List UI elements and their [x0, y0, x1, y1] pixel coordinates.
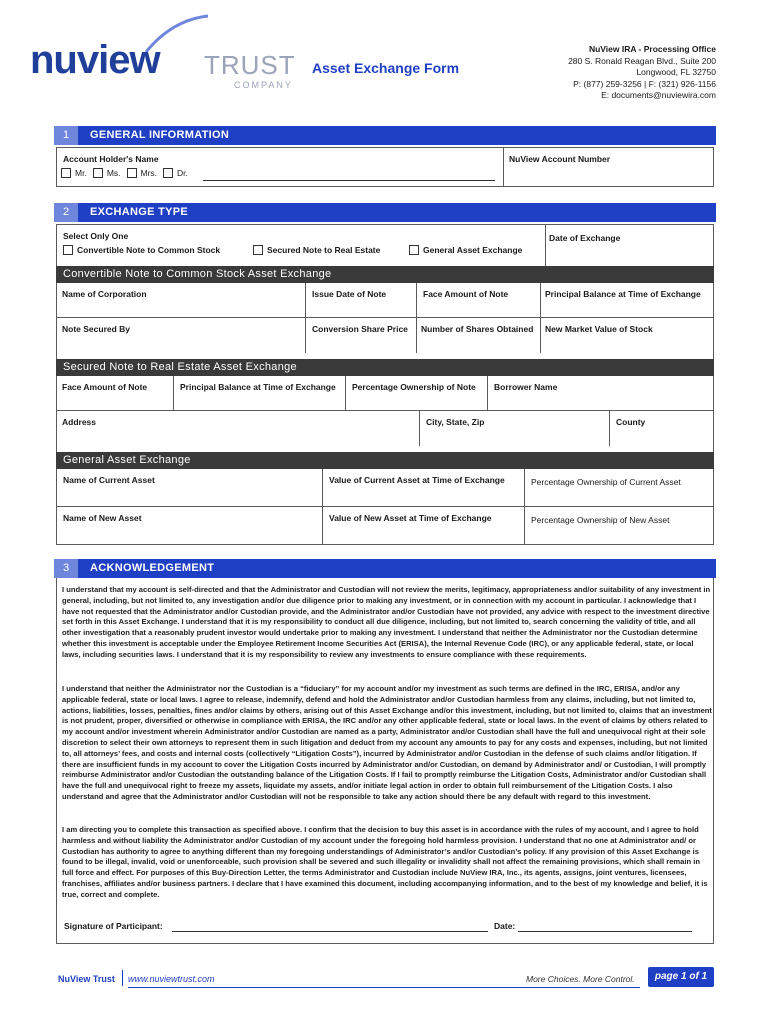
- field-address[interactable]: Address: [56, 411, 420, 446]
- divider: [503, 148, 504, 186]
- date-field[interactable]: [518, 931, 692, 932]
- footer-rule: [128, 987, 640, 988]
- field-principal-balance-secured[interactable]: Principal Balance at Time of Exchange: [174, 376, 346, 411]
- salutation-group: [61, 168, 188, 178]
- field-name-new-asset[interactable]: Name of New Asset: [57, 507, 323, 544]
- footer-brand: NuView Trust: [58, 974, 115, 984]
- account-holder-name-field[interactable]: [203, 180, 495, 181]
- checkbox[interactable]: [163, 168, 173, 178]
- section-3-header: [54, 559, 716, 578]
- field-face-amount-of-note[interactable]: Face Amount of Note: [417, 283, 541, 318]
- field-face-amount[interactable]: Face Amount of Note: [56, 376, 174, 411]
- field-percentage-current-asset[interactable]: Percentage Ownership of Current Asset: [525, 469, 713, 507]
- section-number: 3: [54, 559, 78, 578]
- checkbox[interactable]: [127, 168, 137, 178]
- section-1-header: [54, 126, 716, 145]
- office-line: 280 S. Ronald Reagan Blvd., Suite 200: [568, 55, 716, 66]
- field-name-of-corporation[interactable]: Name of Corporation: [56, 283, 306, 318]
- logo-wordmark: nuview: [30, 38, 160, 82]
- checkbox[interactable]: [409, 245, 419, 255]
- checkbox[interactable]: [63, 245, 73, 255]
- section-title: ACKNOWLEDGEMENT: [90, 562, 215, 574]
- general-subheader: General Asset Exchange: [56, 452, 714, 469]
- logo-company: COMPANY: [234, 80, 293, 90]
- office-address: [568, 44, 716, 102]
- checkbox[interactable]: [253, 245, 263, 255]
- field-conversion-share-price[interactable]: Conversion Share Price: [306, 318, 417, 353]
- field-percentage-ownership-note[interactable]: Percentage Ownership of Note: [346, 376, 488, 411]
- footer-separator: [122, 970, 123, 986]
- salutation-ms[interactable]: Ms.: [93, 168, 121, 178]
- office-title: NuView IRA - Processing Office: [588, 44, 716, 54]
- logo-trust: TRUST: [204, 50, 296, 80]
- date-label: Date:: [494, 921, 516, 931]
- acknowledgement-paragraph-2: I understand that neither the Administrator nor the Custodian is a “fiduciary” for my account and/or my investment as such terms are defined in the IRC, ERISA, and/or any applicable federal, state or local laws. I agree to release, indemnify, defend and hold the Administrator and/or Custodian harmless from any claims, including, but not limited to, actions, liabilities, losses, penalties, fines and/or claims by others, arising out of this Asset Exchange and/or this investment, including, but not limited to, claims that an investment is not prudent, proper, diversified or otherwise in compliance with ERISA, the IRC and/or any other applicable federal, state or local laws. In the event of claims by others related to my account and/or investment wherein Administrator and/or Custodian are named as a party, Administrator and/or Custodian shall have the full and unequivocal right at their sole discretion to select their own attorneys to represent them in such litigation and deduct from my account any amounts to pay for any costs and expenses, including, but not limited to, all attorneys’ fees, and costs and internal costs (collectively “Litigation Costs”), incurred by Administrator and/or Custodian in the defense of such claims and/or litigation. If there are insufficient funds in my account to cover the Litigation Costs incurred by Administrator and/or Custodian, on demand by Administrator and/ or Custodian, I will promptly reimburse Administrator and/or Custodian the outstanding balance of the Litigation Costs. If I fail to promptly reimburse the Litigation Costs, Administrator and/or Custodian shall have the full and unequivocal right to freeze my assets, liquidate my assets, and/or initiate legal action in order to obtain full reimbursement of the Litigation Costs. I also understand and agree that the Administrator and/or Custodian will not be responsible to take any action should there be any default with regard to this investment.: [62, 684, 712, 801]
- field-issue-date-of-note[interactable]: Issue Date of Note: [306, 283, 417, 318]
- date-of-exchange-label: Date of Exchange: [549, 233, 621, 243]
- account-number-label: NuView Account Number: [509, 154, 611, 164]
- field-borrower-name[interactable]: Borrower Name: [488, 376, 714, 411]
- checkbox[interactable]: [61, 168, 71, 178]
- checkbox[interactable]: [93, 168, 103, 178]
- form-title: Asset Exchange Form: [312, 60, 460, 76]
- secured-table: [56, 376, 714, 446]
- office-email: E: documents@nuviewira.com: [601, 90, 716, 100]
- section-title: GENERAL INFORMATION: [90, 129, 230, 141]
- acknowledgement-paragraph-1: I understand that my account is self-directed and that the Administrator and Custodian will not review the merits, legitimacy, appropriateness and/or suitability of any investment in general, including, but not limited to, any investigation and/or due diligence prior to making any investment, or in connection with my account in particular. I acknowledge that I have not requested that the Administrator and/or Custodian provide, and the Administrator and/or Custodian have not provided, any advice with respect to the investment directive set forth in this Asset Exchange. I understand that it is my responsibility to conduct all due diligence, including, but not limited to, search concerning the validity of title, and all other investigation that a reasonably prudent investor would undertake prior to making any investment. I understand that neither the Administrator nor the Custodian determine whether this investment is acceptable under the Employee Retirement Income Securities Act (ERISA), the Internal Revenue Code (IRC), or any applicable federal, state, or local laws, including securities laws. I understand that it is my responsibility to review any investments to ensure compliance with these requirements.: [62, 585, 711, 659]
- field-city-state-zip[interactable]: City, State, Zip: [420, 411, 610, 446]
- page-number-badge: page 1 of 1: [648, 967, 714, 987]
- convertible-table: [56, 283, 714, 353]
- field-value-current-asset[interactable]: Value of Current Asset at Time of Exchange: [323, 469, 525, 507]
- convertible-subheader: Convertible Note to Common Stock Asset Exchange: [56, 266, 714, 283]
- section-number: 1: [54, 126, 78, 145]
- section-title: EXCHANGE TYPE: [90, 206, 189, 218]
- general-table: [56, 469, 714, 545]
- account-holder-label: Account Holder's Name: [63, 154, 159, 164]
- option-secured-note[interactable]: Secured Note to Real Estate: [253, 245, 380, 255]
- field-note-secured-by[interactable]: Note Secured By: [56, 318, 306, 353]
- divider: [545, 225, 546, 267]
- field-percentage-new-asset[interactable]: Percentage Ownership of New Asset: [531, 515, 670, 525]
- signature-field[interactable]: [172, 931, 488, 932]
- acknowledgement-paragraph-3: I am directing you to complete this transaction as specified above. I confirm that the decision to buy this asset is in accordance with the rules of my account, and I agree to hold harmless and without liability the Administrator and/or Custodian of my account under the foregoing hold harmless provision. I understand that no one at Administrator and/ or Custodian has authority to agree to anything different than my foregoing understandings of Administrator’s and/or Custodian’s policy. If any provision of this Asset Exchange is found to be illegal, invalid, void or unenforceable, such provision shall be severed and such illegality or invalidity shall not affect the remaining provisions, which shall remain in full force and effect. For purposes of this Buy-Direction Letter, the terms Administrator and Custodian include NuView IRA, Inc., its agents, assigns, joint ventures, licensees, franchises, affiliates and/or business partners. I declare that I have examined this document, including accompanying information, and to the best of my knowledge and belief, it is true, correct and complete.: [62, 825, 708, 899]
- salutation-dr[interactable]: Dr.: [163, 168, 188, 178]
- field-new-market-value[interactable]: New Market Value of Stock: [545, 324, 653, 334]
- general-info-box: [56, 147, 714, 187]
- office-phone: P: (877) 259-3256 | F: (321) 926-1156: [573, 78, 716, 89]
- field-county[interactable]: County: [616, 417, 646, 427]
- field-principal-balance[interactable]: Principal Balance at Time of Exchange: [541, 283, 714, 318]
- nuview-trust-logo: [30, 14, 300, 98]
- office-line: Longwood, FL 32750: [636, 67, 716, 77]
- footer-tagline: More Choices. More Control.: [526, 974, 635, 984]
- signature-label: Signature of Participant:: [64, 921, 163, 931]
- section-number: 2: [54, 203, 78, 222]
- field-number-of-shares[interactable]: Number of Shares Obtained: [417, 318, 541, 353]
- section-2-header: [54, 203, 716, 222]
- select-only-one-label: Select Only One: [63, 231, 129, 241]
- field-name-current-asset[interactable]: Name of Current Asset: [57, 469, 323, 507]
- field-value-new-asset[interactable]: Value of New Asset at Time of Exchange: [323, 507, 525, 544]
- salutation-mr[interactable]: Mr.: [61, 168, 87, 178]
- option-general-asset[interactable]: General Asset Exchange: [409, 245, 522, 255]
- secured-subheader: Secured Note to Real Estate Asset Exchange: [56, 359, 714, 376]
- option-convertible-note[interactable]: Convertible Note to Common Stock: [63, 245, 220, 255]
- salutation-mrs[interactable]: Mrs.: [127, 168, 158, 178]
- footer-url-link[interactable]: www.nuviewtrust.com: [128, 974, 215, 984]
